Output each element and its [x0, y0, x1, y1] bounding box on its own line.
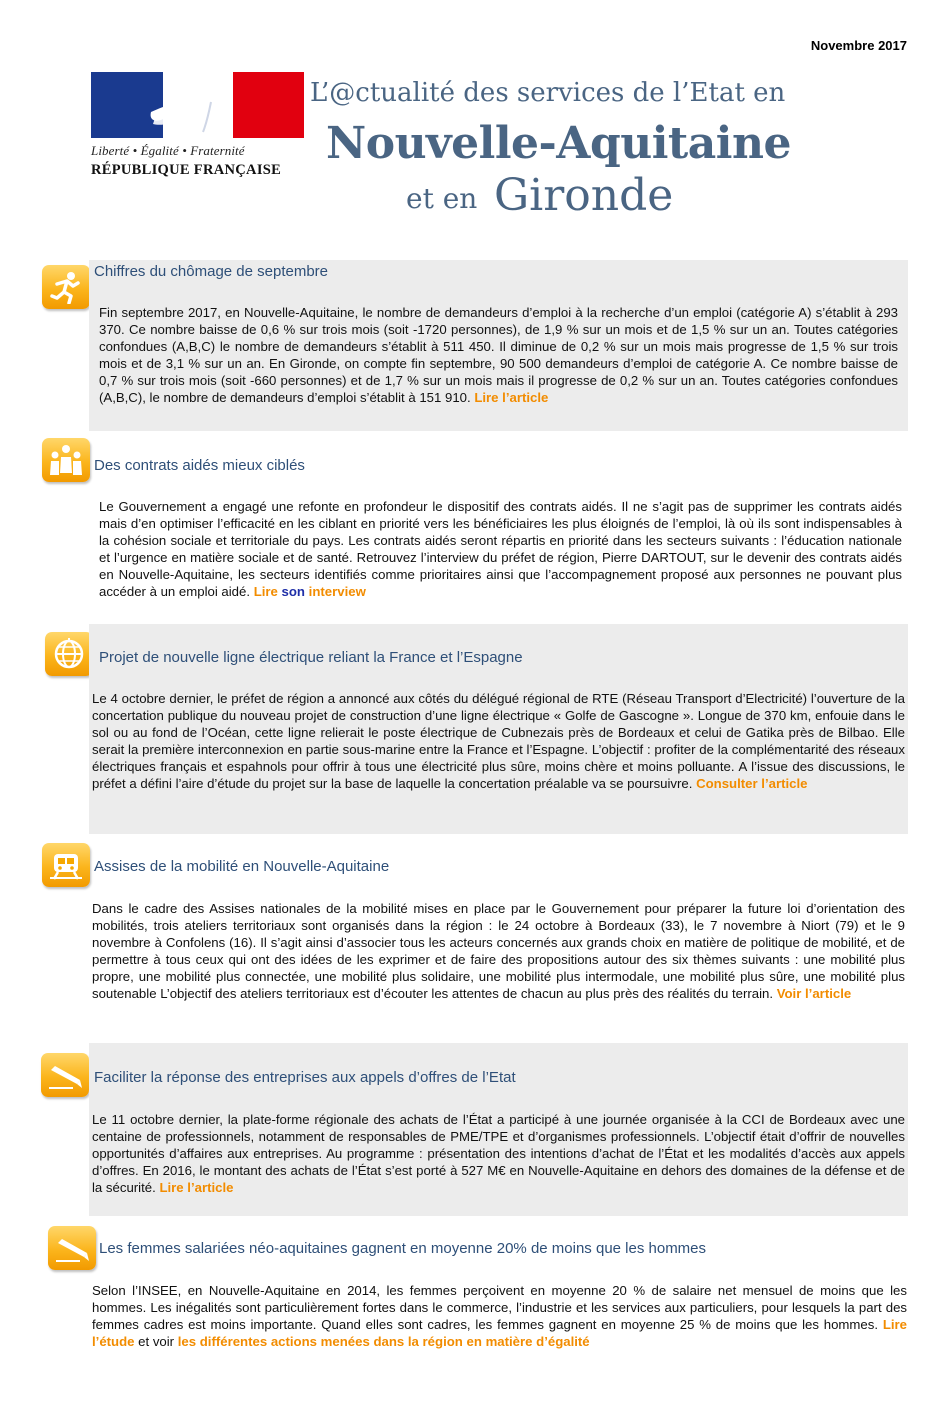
body-text: Fin septembre 2017, en Nouvelle-Aquitaine, le nombre de demandeurs d’emploi à la recherche d’un emploi (catégorie A) s’établit à 293 370. Ce nombre baisse de 0,6 % sur trois mois (soit -1720 personnes), de 1,9 % sur un mois et de 1,5 % sur un an. Toutes catégories confondues (A,B,C) le nombre de demandeurs s’établit à 511 450. Il diminue de 0,2 % sur un mois mais progresse de 1,5 % sur trois mois et de 3,1 % sur un an. En Gironde, on compte fin septembre, 90 500 demandeurs d’emploi de catégorie A. Ce nombre baisse de 0,7 % sur trois mois (soit -660 personnes) et de 1,7 % sur un mois mais il progresse de 0,2 % sur un an. Toutes catégories confondues (A,B,C), le nombre de demandeurs d’emploi s’établit à 151 910. [99, 305, 898, 405]
globe-icon [45, 632, 93, 676]
section-body [92, 690, 905, 792]
marianne-flag-icon [91, 72, 304, 138]
equality-actions-link[interactable]: les différentes actions menées dans la région en matière d’égalité [177, 1334, 590, 1349]
section-title: Assises de la mobilité en Nouvelle-Aquitaine [94, 858, 390, 875]
section-appels-offres [89, 1043, 908, 1216]
runner-icon [42, 265, 90, 309]
interview-link[interactable]: interview [308, 584, 366, 599]
republique-francaise: RÉPUBLIQUE FRANÇAISE [91, 162, 282, 178]
body-text: Dans le cadre des Assises nationales de la mobilité mises en place par le Gouvernement pour préparer la future loi d’orientation des mobilités, trois ateliers territoriaux sont organisés dans la région : le 24 octobre à Bordeaux (33), le 7 novembre à Niort (79) et le 9 novembre à Confolens (16). Il s’agit ainsi d’associer tous les acteurs concernés aux grands choix en matière de politique de mobilité, et de permettre à tous ceux qui ont des idées de les exprimer et de faire des propositions autour des six thèmes suivants : une mobilité plus propre, une mobilité plus connectée, une mobilité plus solidaire, une mobilité plus intermodale, une mobilité plus sûre, une mobilité plus soutenable L’objectif des ateliers territoriaux est d’écouter les attentes de chacun au plus près des réalités du terrain. [92, 901, 905, 1001]
read-study-link[interactable]: Lire l’étude [92, 1317, 907, 1349]
train-icon [42, 843, 90, 887]
motto: Liberté • Égalité • Fraternité [91, 143, 245, 158]
title-line-1: L’@ctualité des services de l’Etat en [310, 78, 786, 108]
republique-francaise-logo [91, 72, 306, 179]
section-title: Projet de nouvelle ligne électrique reliant la France et l’Espagne [99, 649, 523, 666]
section-ligne-electrique [89, 624, 908, 834]
see-article-link[interactable]: Voir l’article [776, 986, 852, 1001]
section-contrats-aides [89, 452, 908, 612]
title-line-3b: Gironde [494, 170, 674, 221]
body-text: Le Gouvernement a engagé une refonte en profondeur le dispositif des contrats aidés. Il ne s’agit pas de supprimer les contrats aidés mais d’en optimiser l’efficacité en les ciblant en priorité vers les bénéficiaires les plus éloignés de l’emploi, là où ils sont indispensables à la cohésion sociale et territoriale du pays. Les contrats aidés seront répartis en priorité dans les secteurs suivants : l’éducation nationale et l’urgence en matière sociale et de santé. Retrouvez l’interview du préfet de région, Pierre DARTOUT, sur le devenir des contrats aidés en Nouvelle-Aquitaine, les secteurs identifiés comme prioritaires ainsi que l’accompagnement proposé aux personnes ne pouvant plus accéder à un emploi aidé. [99, 499, 902, 599]
title-line-3a: et en [406, 182, 478, 215]
read-article-link[interactable]: Lire l’article [474, 390, 549, 405]
read-article-link[interactable]: Lire l’article [159, 1180, 234, 1195]
son-link[interactable]: son [281, 584, 305, 599]
section-chomage [89, 260, 908, 431]
people-icon [42, 438, 90, 482]
section-body [99, 498, 902, 600]
body-text: Le 11 octobre dernier, la plate-forme régionale des achats de l’État a participé à une journée organisée à la CCI de Bordeaux avec une centaine de professionnels, notamment de responsables de PME/TPE et d’organismes professionnels. L’objectif était d’offrir de nouvelles opportunités d’affaires aux entreprises. Au programme : présentation des intentions d’achat de l’État et les modalités d’accès aux appels d’offres. En 2016, le montant des achats de l’État s’est porté à 527 M€ en Nouvelle-Aquitaine en dehors des domaines de la défense et de la sécurité. [92, 1112, 905, 1195]
section-body [92, 900, 905, 1002]
section-body [99, 304, 898, 406]
section-title: Chiffres du chômage de septembre [94, 263, 329, 280]
title-line-2: Nouvelle-Aquitaine [326, 118, 791, 169]
consult-article-link[interactable]: Consulter l’article [696, 776, 808, 791]
section-title: Les femmes salariées néo-aquitaines gagnent en moyenne 20% de moins que les hommes [99, 1240, 707, 1257]
body-text: Le 4 octobre dernier, le préfet de région a annoncé aux côtés du délégué régional de RTE (Réseau Transport d’Electricité) l’ouverture de la concertation publique du nouveau projet de construction d’une ligne électrique « Golfe de Gascogne ». Longue de 370 km, enfouie dans le sol ou au fond de l’Océan, cette ligne relierait le poste électrique de Cubnezais près de Bordeaux et celui de Gatika près de Bilbao. Elle serait la première interconnexion en partie sous-marine entre la France et l’Espagne. L’objectif : profiter de la complémentarité des réseaux électriques français et espahnols pour offrir à tous une électricité plus sûre, moins chère et moins polluante. A l’issue des discussions, le préfet a défini l’aire d’étude du projet sur la base de laquelle la concertation préalable va se poursuivre. [92, 691, 905, 791]
date: Novembre 2017 [810, 38, 907, 53]
connector-text: et voir [134, 1334, 178, 1349]
section-mobilite [89, 852, 908, 1032]
pen-icon [41, 1053, 89, 1097]
section-body [92, 1111, 905, 1196]
section-body [92, 1282, 907, 1350]
section-egalite-salariale [89, 1230, 908, 1360]
read-link[interactable]: Lire [253, 584, 278, 599]
section-title: Des contrats aidés mieux ciblés [94, 457, 305, 474]
section-title: Faciliter la réponse des entreprises aux appels d’offres de l’Etat [94, 1069, 516, 1086]
body-text: Selon l’INSEE, en Nouvelle-Aquitaine en 2014, les femmes perçoivent en moyenne 20 % de salaire net mensuel de moins que les hommes. Les inégalités sont particulièrement fortes dans le commerce, l’industrie et les services aux particuliers, pour lesquels la part des femmes cadres est moins importante. Quand elles sont cadres, les femmes gagnent en moyenne 25 % de moins que les hommes. [92, 1283, 907, 1332]
